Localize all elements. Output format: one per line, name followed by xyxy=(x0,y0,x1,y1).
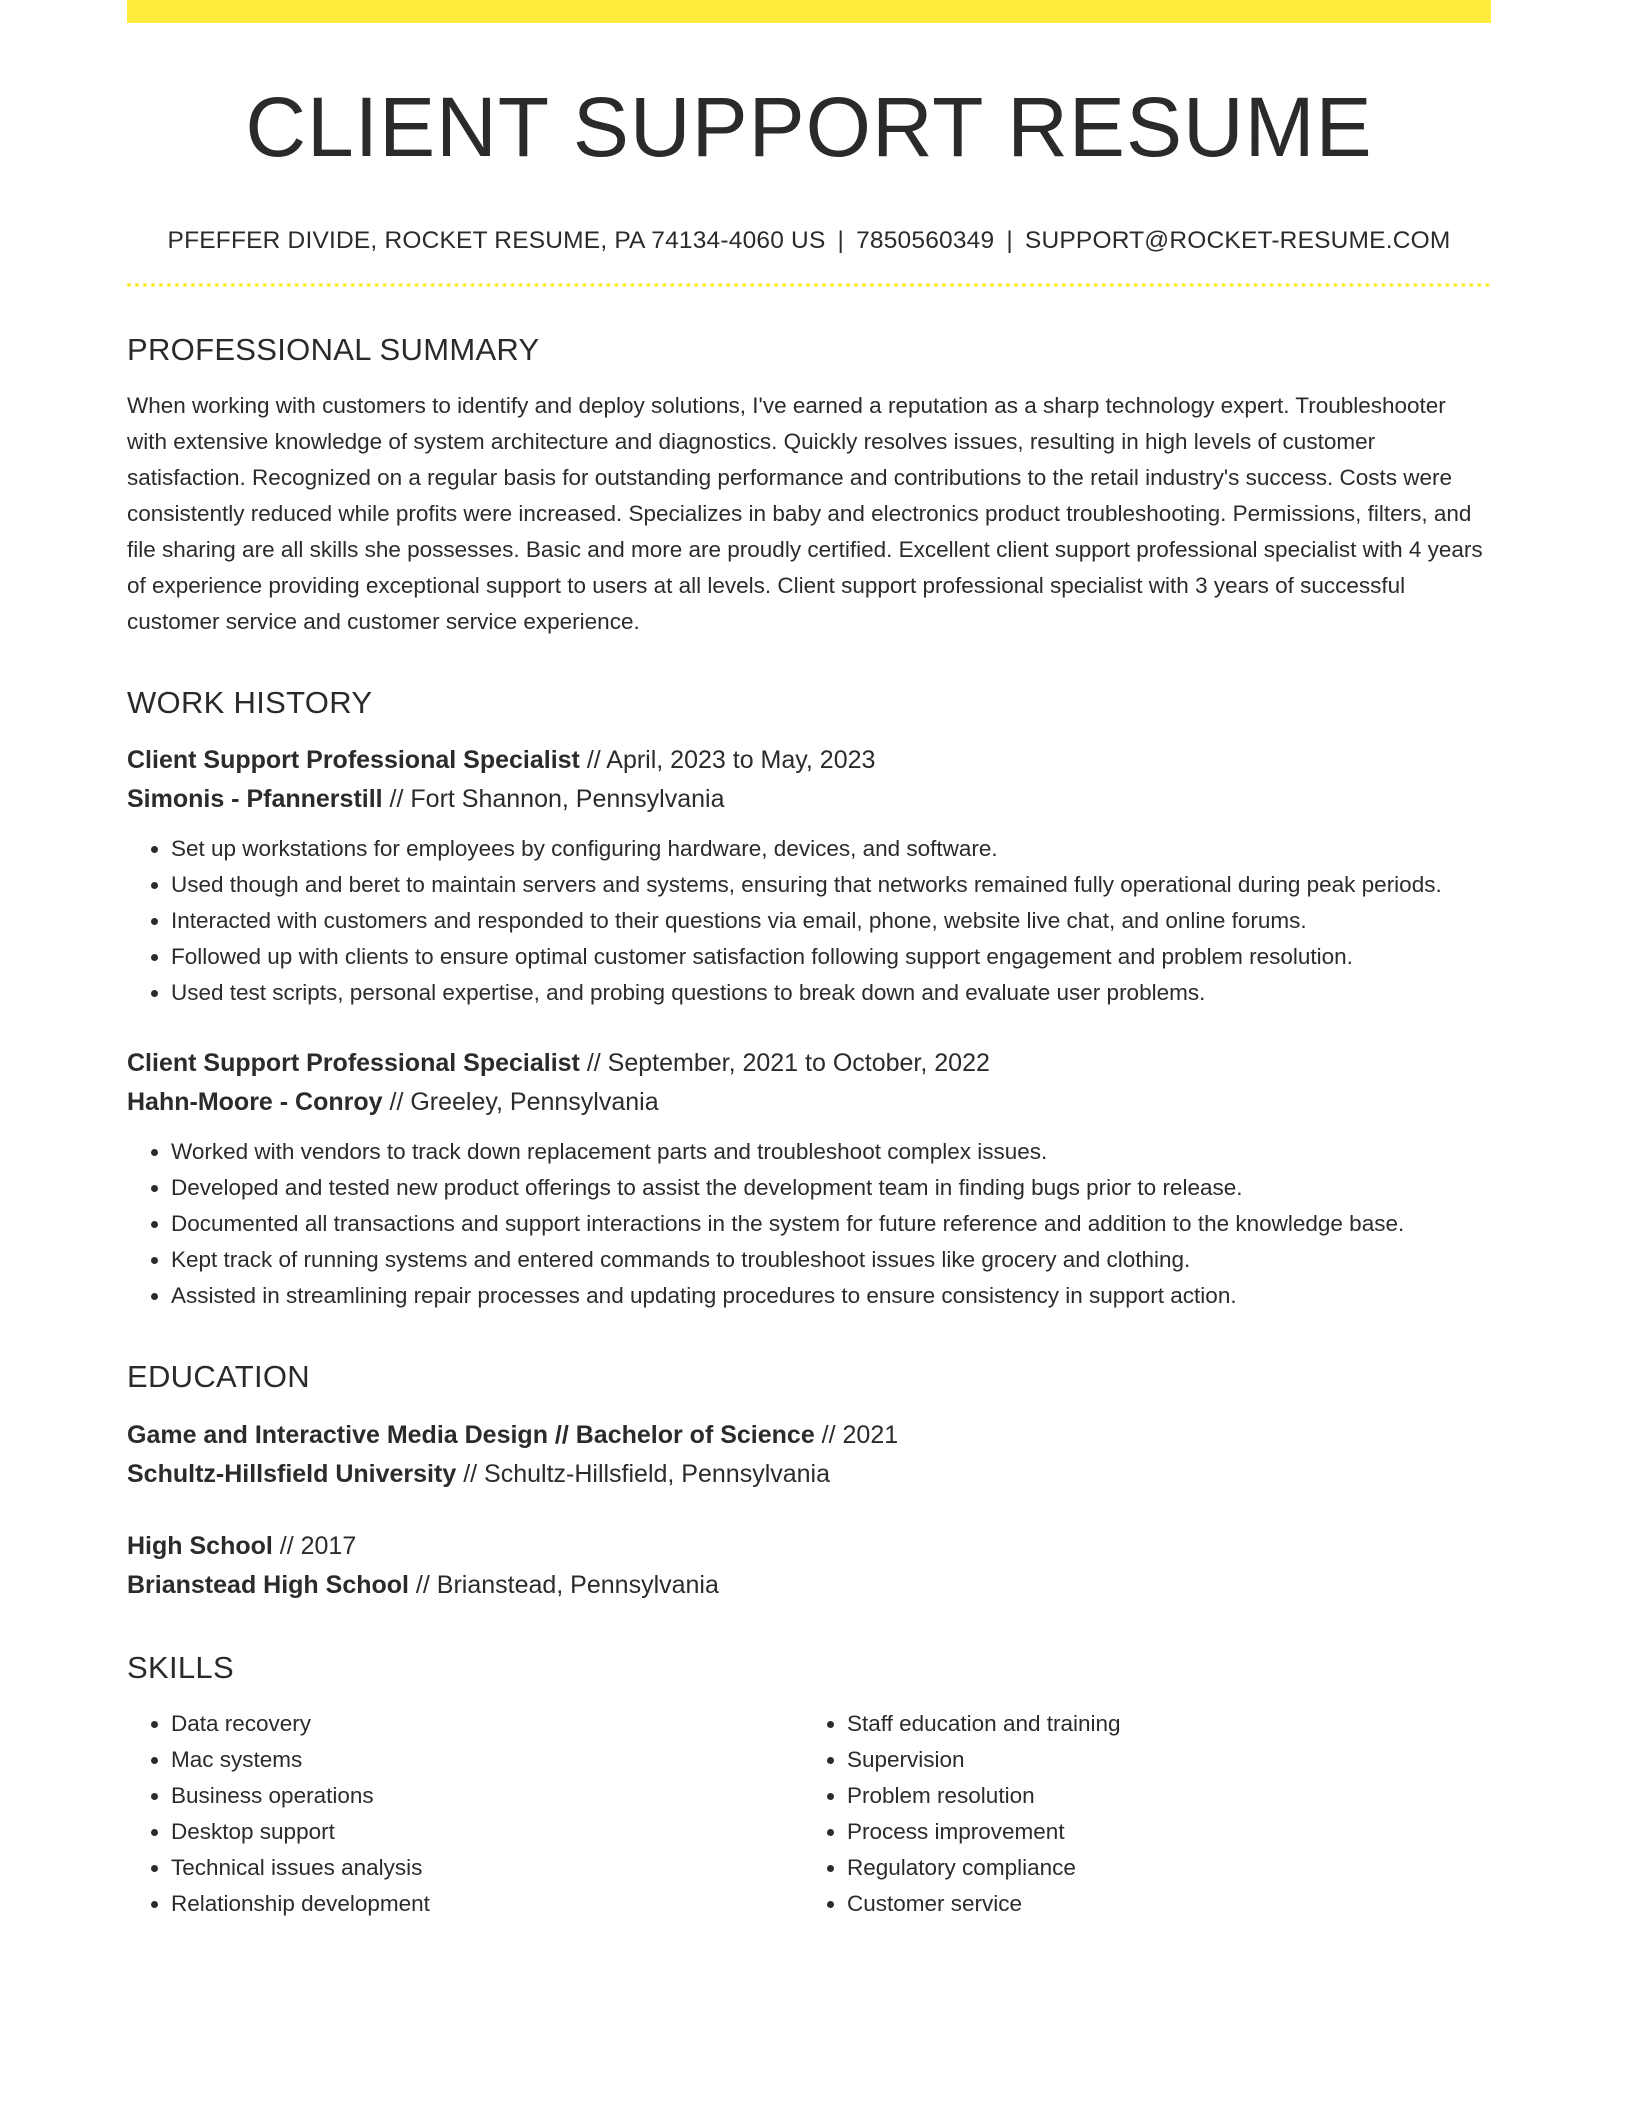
skills-section xyxy=(127,1649,1491,1922)
job-bullet: • Worked with vendors to track down replacement parts and troubleshoot complex issues. xyxy=(171,1134,1491,1170)
job-company-line xyxy=(127,780,1491,819)
skill-item: • Customer service xyxy=(847,1886,1491,1922)
skills-heading: SKILLS xyxy=(127,1649,234,1685)
contact-separator: | xyxy=(837,226,845,254)
job-location: // Fort Shannon, Pennsylvania xyxy=(382,785,725,814)
contact-phone: 7850560349 xyxy=(856,226,995,254)
education-school-line xyxy=(127,1566,1491,1605)
job-dates: // September, 2021 to October, 2022 xyxy=(579,1049,990,1078)
resume-page xyxy=(127,0,1491,1922)
job-company: Hahn-Moore - Conroy xyxy=(127,1088,383,1117)
job-title: Client Support Professional Specialist xyxy=(127,746,580,775)
skills-column-left xyxy=(127,1706,803,1922)
job-title-line xyxy=(127,741,1491,780)
job-bullet: • Documented all transactions and support interactions in the system for future reference and addition to the knowledge base. xyxy=(171,1206,1491,1242)
education-heading: EDUCATION xyxy=(127,1359,310,1395)
skill-item: • Regulatory compliance xyxy=(847,1850,1491,1886)
skill-item: • Mac systems xyxy=(171,1742,803,1778)
work-history-heading: WORK HISTORY xyxy=(127,685,373,721)
education-school-line xyxy=(127,1455,1491,1494)
job-company: Simonis - Pfannerstill xyxy=(127,785,383,814)
skill-item: • Process improvement xyxy=(847,1814,1491,1850)
skills-column-right xyxy=(803,1706,1491,1922)
summary-text: When working with customers to identify and deploy solutions, I've earned a reputation as a sharp technology expert. Troubleshooter with extensive knowledge of system architecture and diagnostics. Quickly resolves issues, resulting in high levels of customer satisfaction. Recognized on a regular basis for outstanding performance and contributions to the retail industry's success. Costs were consistently reduced while profits were increased. Specializes in baby and electronics product troubleshooting. Permissions, filters, and file sharing are all skills she possesses. Basic and more are proudly certified. Excellent client support professional specialist with 4 years of experience providing exceptional support to users at all levels. Client support professional specialist with 3 years of successful customer service and customer service experience. xyxy=(127,393,1483,635)
contact-email: SUPPORT@ROCKET-RESUME.COM xyxy=(1024,226,1451,254)
education-degree: Game and Interactive Media Design // Bachelor of Science xyxy=(127,1420,815,1449)
job-bullet: • Used test scripts, personal expertise, and probing questions to break down and evaluate user problems. xyxy=(171,975,1491,1011)
contact-line xyxy=(127,226,1491,255)
education-entry xyxy=(127,1527,1491,1605)
job-bullet: • Followed up with clients to ensure optimal customer satisfaction following support engagement and problem resolution. xyxy=(171,939,1491,975)
job-bullet: • Kept track of running systems and entered commands to troubleshoot issues like grocery and clothing. xyxy=(171,1242,1491,1278)
summary-heading: PROFESSIONAL SUMMARY xyxy=(127,331,540,367)
job-bullets xyxy=(127,831,1491,1011)
job-title-line xyxy=(127,1044,1491,1083)
work-history-section xyxy=(127,684,1491,1314)
job-bullet: • Interacted with customers and responded to their questions via email, phone, website live chat, and online forums. xyxy=(171,903,1491,939)
skill-item: • Relationship development xyxy=(171,1886,803,1922)
skill-item: • Supervision xyxy=(847,1742,1491,1778)
education-degree: High School xyxy=(127,1531,273,1560)
resume-title: CLIENT SUPPORT RESUME xyxy=(245,80,1373,174)
job-bullet: • Set up workstations for employees by configuring hardware, devices, and software. xyxy=(171,831,1491,867)
contact-address: PFEFFER DIVIDE, ROCKET RESUME, PA 74134-4060 US xyxy=(167,226,826,254)
dotted-divider xyxy=(127,283,1491,287)
job-entry xyxy=(127,741,1491,1011)
job-location: // Greeley, Pennsylvania xyxy=(382,1088,659,1117)
education-school: Brianstead High School xyxy=(127,1570,409,1599)
job-bullet: • Assisted in streamlining repair processes and updating procedures to ensure consistency in support action. xyxy=(171,1278,1491,1314)
education-year: // 2017 xyxy=(272,1531,357,1560)
education-degree-line xyxy=(127,1527,1491,1566)
skill-item: • Staff education and training xyxy=(847,1706,1491,1742)
education-year: // 2021 xyxy=(814,1420,899,1449)
job-bullet: • Used though and beret to maintain servers and systems, ensuring that networks remained fully operational during peak periods. xyxy=(171,867,1491,903)
education-school: Schultz-Hillsfield University xyxy=(127,1459,457,1488)
contact-separator: | xyxy=(1006,226,1013,254)
skill-item: • Technical issues analysis xyxy=(171,1850,803,1886)
skill-item: • Problem resolution xyxy=(847,1778,1491,1814)
education-section xyxy=(127,1358,1491,1604)
job-entry xyxy=(127,1044,1491,1314)
job-dates: // April, 2023 to May, 2023 xyxy=(579,746,876,775)
education-degree-line xyxy=(127,1416,1491,1455)
job-title: Client Support Professional Specialist xyxy=(127,1049,580,1078)
skill-item: • Business operations xyxy=(171,1778,803,1814)
job-bullets xyxy=(127,1134,1491,1314)
education-entry xyxy=(127,1416,1491,1494)
job-company-line xyxy=(127,1083,1491,1122)
accent-top-bar xyxy=(127,0,1491,23)
summary-section xyxy=(127,331,1491,640)
skill-item: • Desktop support xyxy=(171,1814,803,1850)
education-location: // Schultz-Hillsfield, Pennsylvania xyxy=(456,1459,831,1488)
education-location: // Brianstead, Pennsylvania xyxy=(408,1570,719,1599)
skills-grid xyxy=(127,1706,1491,1922)
skill-item: • Data recovery xyxy=(171,1706,803,1742)
job-bullet: • Developed and tested new product offerings to assist the development team in finding bugs prior to release. xyxy=(171,1170,1491,1206)
